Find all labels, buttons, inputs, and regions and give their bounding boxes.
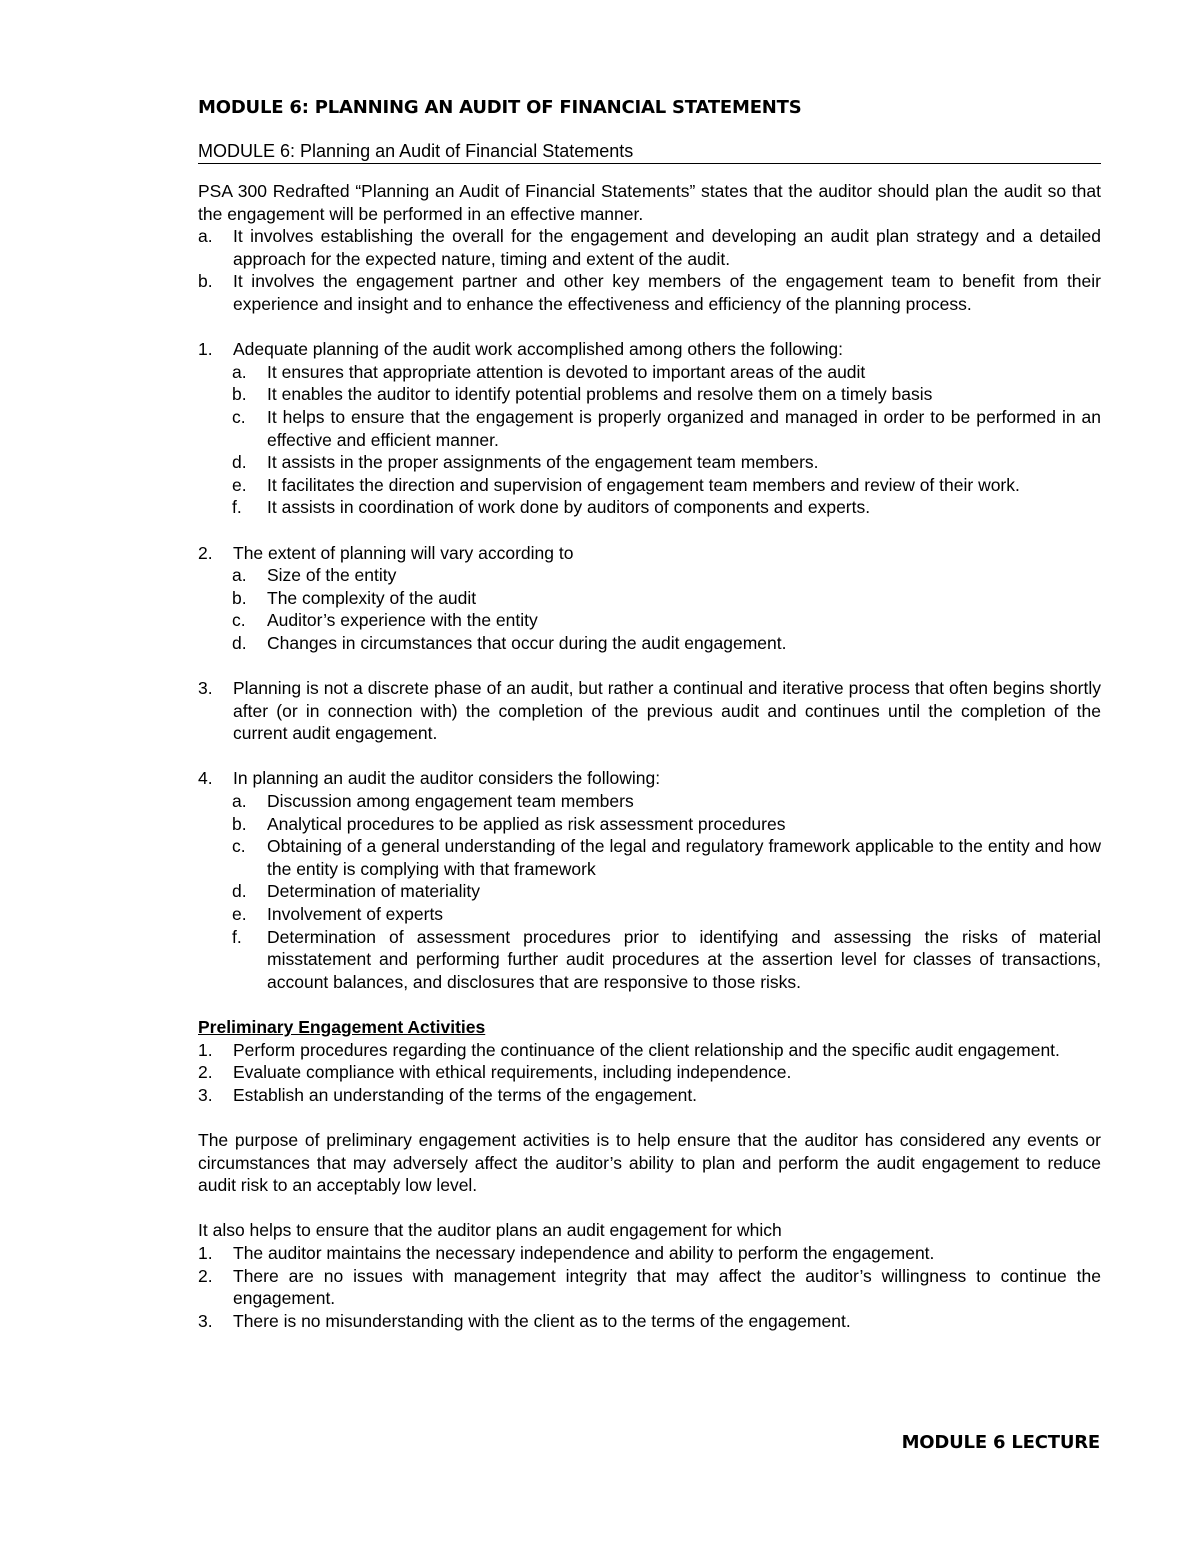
list-item-text: The extent of planning will vary according to [233,542,574,563]
also-list [198,1242,1101,1332]
list-item [232,496,1101,519]
list-marker: e. [232,904,247,924]
list-item-text: Determination of materiality [267,881,480,902]
list-item [232,903,1101,926]
point-1 [198,338,1101,519]
list-item [232,474,1101,497]
list-marker: a. [232,565,247,586]
list-marker: d. [232,632,247,653]
list-item-text: Adequate planning of the audit work accomplished among others the following: [233,339,843,360]
list-item [198,1084,1101,1107]
list-item [232,587,1101,610]
list-item-text: Evaluate compliance with ethical requirements, including independence. [233,1062,792,1083]
sub-list [198,564,1101,654]
list-item-text: Perform procedures regarding the continuance of the client relationship and the specific audit engagement. [233,1039,1060,1060]
list-marker: f. [232,497,242,518]
list-item-text: Determination of assessment procedures prior to identifying and assessing the risks of material misstatement and performing further audit procedures at the assertion level for classes of transactions, account balances, and disclosures that are responsive to those risks. [267,926,1101,992]
list-item-text: It facilitates the direction and supervision of engagement team members and review of their work. [267,474,1020,495]
point-4 [198,767,1101,993]
list-marker: 2. [198,542,213,563]
list-item [232,451,1101,474]
list-marker: 3. [198,1084,213,1105]
list-item-text: Obtaining of a general understanding of the legal and regulatory framework applicable to the entity and how the entity is complying with that framework [267,836,1101,879]
list-marker: e. [232,474,247,495]
list-marker: 1. [198,1242,213,1263]
list-item [232,790,1101,813]
list-item-text: In planning an audit the auditor considers the following: [233,768,661,789]
list-item-text: It assists in coordination of work done by auditors of components and experts. [267,497,871,518]
list-item-text: Discussion among engagement team members [267,791,634,812]
preliminary-list [198,1039,1101,1107]
list-marker: a. [232,361,247,382]
list-item-text: Size of the entity [267,565,397,586]
list-item [232,632,1101,655]
list-marker: b. [198,271,213,292]
list-marker: 1. [198,1039,213,1060]
sub-list [198,361,1101,519]
list-item-text: Involvement of experts [267,904,444,924]
list-marker: c. [232,406,246,427]
list-item-text: The complexity of the audit [267,587,477,608]
list-marker: 1. [198,339,213,360]
list-item [198,1039,1101,1062]
list-item-text: Changes in circumstances that occur during the audit engagement. [267,632,787,653]
list-item [232,609,1101,632]
list-marker: b. [232,813,247,834]
intro-list [198,225,1101,315]
list-item [198,338,1101,361]
list-marker: f. [232,926,242,947]
list-item [198,767,1101,790]
list-item [198,270,1101,315]
list-item [198,225,1101,270]
also-paragraph: It also helps to ensure that the auditor plans an audit engagement for which [198,1220,782,1241]
list-item-text: It enables the auditor to identify potential problems and resolve them on a timely basis [267,384,933,405]
list-marker: a. [198,226,213,247]
intro-paragraph: PSA 300 Redrafted “Planning an Audit of Financial Statements” states that the auditor should plan the audit so that the engagement will be performed in an effective manner. [198,181,1101,224]
module-heading: MODULE 6: PLANNING AN AUDIT OF FINANCIAL STATEMENTS [198,97,802,118]
list-marker: 4. [198,768,213,789]
document-body [198,96,1101,1332]
list-item-text: The auditor maintains the necessary independence and ability to perform the engagement. [233,1242,935,1263]
list-item-text: There are no issues with management integrity that may affect the auditor’s willingness to continue the engagement. [233,1265,1101,1309]
list-item-text: Planning is not a discrete phase of an audit, but rather a continual and iterative process that often begins shortly after (or in connection with) the completion of the previous audit and continues until the completion of the current audit engagement. [233,678,1101,744]
list-item [232,880,1101,903]
list-item [232,564,1101,587]
list-item [198,1265,1101,1310]
list-item [198,1310,1101,1333]
list-item [198,1061,1101,1084]
list-marker: d. [232,452,247,473]
list-marker: c. [232,610,246,631]
list-item [232,926,1101,994]
list-item [232,383,1101,406]
list-item [198,1242,1101,1265]
page-footer: MODULE 6 LECTURE [901,1432,1100,1453]
list-item-text: It ensures that appropriate attention is devoted to important areas of the audit [267,361,866,382]
list-marker: b. [232,384,247,405]
list-item-text: It helps to ensure that the engagement is properly organized and managed in order to be performed in an effective and efficient manner. [267,406,1101,450]
list-item [232,361,1101,384]
purpose-paragraph: The purpose of preliminary engagement activities is to help ensure that the auditor has considered any events or circumstances that may adversely affect the auditor’s ability to plan and perform the audit engagement to reduce audit risk to an acceptably low level. [198,1129,1101,1196]
list-marker: 3. [198,1310,213,1331]
list-marker: b. [232,587,247,608]
list-marker: 3. [198,678,213,699]
module-subtitle: MODULE 6: Planning an Audit of Financial Statements [198,140,1101,164]
list-marker: 2. [198,1062,213,1083]
list-item-text: Establish an understanding of the terms of the engagement. [233,1084,698,1105]
sub-list [198,790,1101,993]
list-marker: c. [232,836,246,857]
list-marker: d. [232,881,247,902]
list-item [232,813,1101,836]
list-marker: a. [232,791,247,812]
preliminary-heading: Preliminary Engagement Activities [198,1016,486,1037]
list-item [198,677,1101,745]
list-item [232,406,1101,451]
list-item-text: It involves the engagement partner and other key members of the engagement team to benefit from their experience and insight and to enhance the effectiveness and efficiency of the planning process. [233,271,1101,314]
list-item-text: There is no misunderstanding with the client as to the terms of the engagement. [233,1310,851,1331]
list-item-text: It involves establishing the overall for the engagement and developing an audit plan strategy and a detailed approach for the expected nature, timing and extent of the audit. [233,226,1101,269]
list-marker: 2. [198,1265,213,1286]
point-2 [198,542,1101,655]
point-3 [198,677,1101,745]
list-item-text: Analytical procedures to be applied as risk assessment procedures [267,813,786,834]
list-item-text: It assists in the proper assignments of the engagement team members. [267,452,819,473]
list-item [232,835,1101,880]
list-item-text: Auditor’s experience with the entity [267,610,538,631]
list-item [198,542,1101,565]
